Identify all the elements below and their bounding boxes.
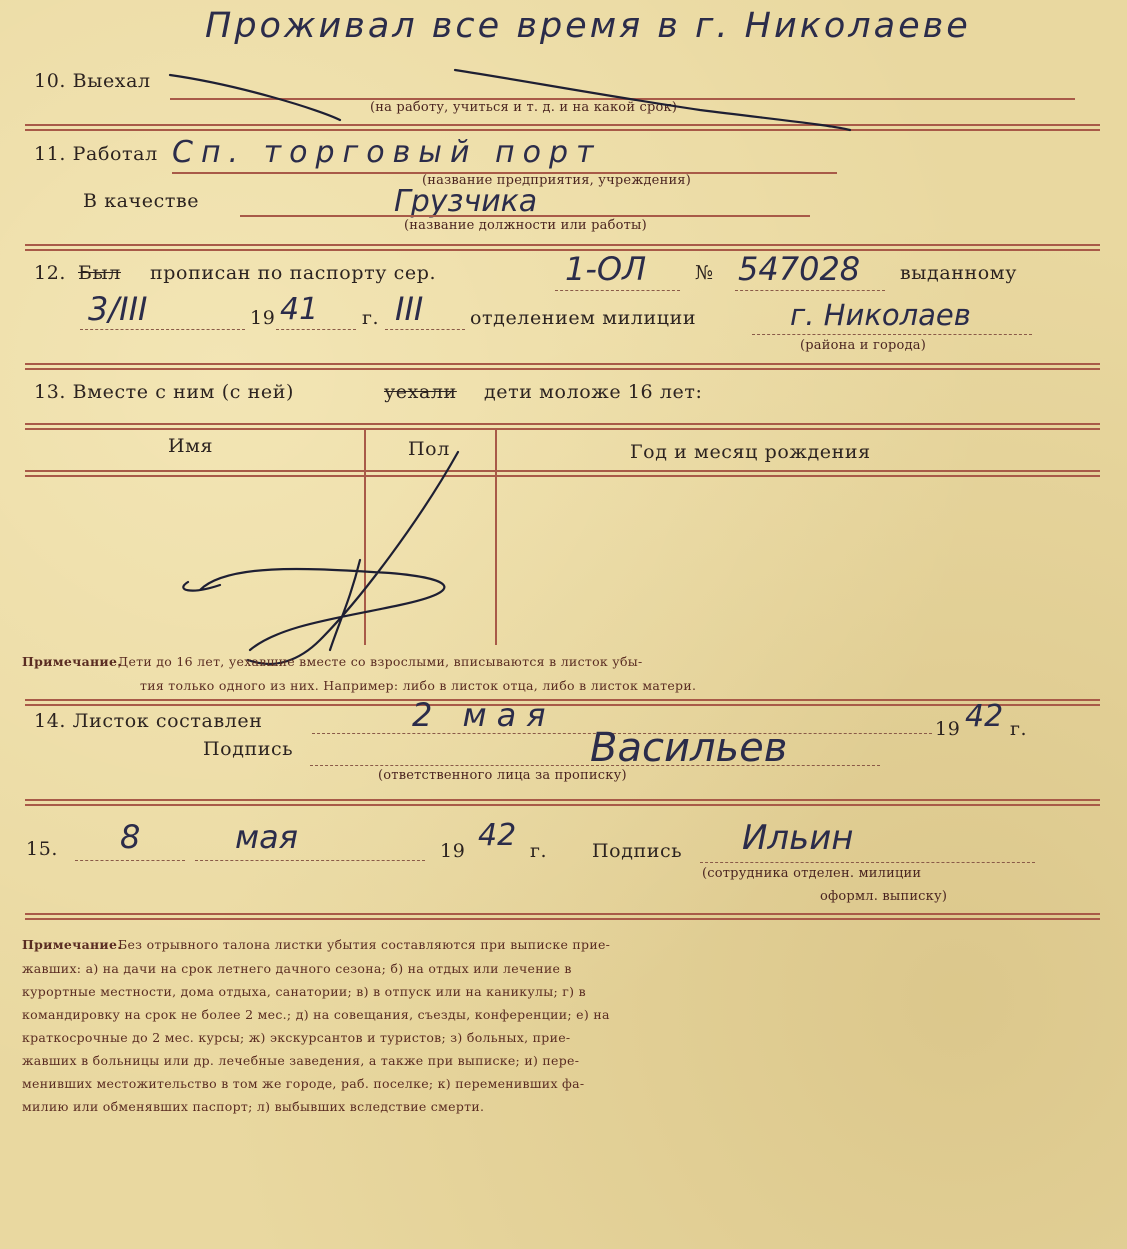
item-10-note: (на работу, учиться и т. д. и на какой срок) bbox=[370, 100, 678, 115]
item-15-label: 15. bbox=[26, 838, 59, 860]
issued-to-label: выданному bbox=[900, 262, 1017, 284]
item-13-text-end: дети моложе 16 лет: bbox=[484, 381, 703, 403]
officer-note-line-1: (сотрудника отделен. милиции bbox=[702, 866, 922, 881]
section-divider bbox=[25, 699, 1100, 701]
handwritten-issue-year: 41 bbox=[280, 292, 319, 327]
item-12-text: прописан по паспорту сер. bbox=[150, 262, 437, 284]
section-divider bbox=[25, 804, 1100, 806]
item-11-note: (название предприятия, учреждения) bbox=[422, 173, 691, 188]
item-12-struck-word: Был bbox=[78, 262, 121, 284]
handwritten-stamp-month: мая bbox=[235, 818, 298, 856]
position-note: (название должности или работы) bbox=[404, 218, 647, 233]
handwritten-officer-signature: Ильин bbox=[742, 818, 854, 858]
note-2-line-4: командировку на срок не более 2 мес.; д) на совещания, съезды, конференции; е) на bbox=[22, 1007, 610, 1022]
handwritten-passport-number: 547028 bbox=[738, 250, 861, 288]
year-suffix: г. bbox=[362, 307, 380, 329]
handwritten-workplace: Сп. торговый порт bbox=[172, 135, 602, 170]
column-name-header: Имя bbox=[168, 435, 214, 457]
signature-label-2: Подпись bbox=[592, 840, 683, 862]
handwritten-stamp-day: 8 bbox=[120, 818, 141, 856]
section-divider bbox=[25, 799, 1100, 801]
note-2-line-7: менивших местожительство в том же городе, раб. поселке; к) переменивших фа- bbox=[22, 1076, 585, 1091]
item-13-text-start: 13. Вместе с ним (с ней) bbox=[34, 381, 294, 403]
position-label: В качестве bbox=[83, 190, 200, 212]
handwritten-stamp-year: 42 bbox=[478, 818, 517, 853]
section-divider bbox=[25, 913, 1100, 915]
signature-label: Подпись bbox=[203, 738, 294, 760]
handwritten-issue-date: 3/III bbox=[88, 290, 148, 328]
note-1-label: Примечание. bbox=[22, 654, 122, 669]
militia-note: (района и города) bbox=[800, 338, 926, 353]
section-divider bbox=[25, 704, 1100, 706]
officer-signature-line bbox=[700, 862, 1035, 863]
note-1-line-2: тия только одного из них. Например: либо в листок отца, либо в листок матери. bbox=[140, 678, 697, 693]
item-11-label: 11. Работал bbox=[34, 143, 158, 165]
section-divider bbox=[25, 918, 1100, 920]
note-2-line-5: краткосрочные до 2 мес. курсы; ж) экскурсантов и туристов; з) больных, прие- bbox=[22, 1030, 571, 1045]
year-suffix-2: г. bbox=[1010, 718, 1028, 740]
note-1-line-1: Дети до 16 лет, уехавшие вместе со взрослыми, вписываются в листок убы- bbox=[118, 654, 643, 669]
note-2-line-3: курортные местности, дома отдыха, санатории; в) в отпуск или на каникулы; г) в bbox=[22, 984, 586, 999]
handwritten-position: Грузчика bbox=[394, 184, 538, 219]
item-12-number: 12. bbox=[34, 262, 67, 284]
handwritten-passport-series: 1-ОЛ bbox=[565, 250, 647, 288]
year-prefix-2: 19 bbox=[935, 718, 961, 740]
handwritten-compiled-date: 2 мая bbox=[412, 696, 556, 734]
note-2-line-8: милию или обменявших паспорт; л) выбывших вследствие смерти. bbox=[22, 1099, 485, 1114]
note-2-line-6: жавших в больницы или др. лечебные заведения, а также при выписке; и) пере- bbox=[22, 1053, 580, 1068]
militia-label: отделением милиции bbox=[470, 307, 697, 329]
stamp-day-line bbox=[75, 860, 185, 861]
year-prefix: 19 bbox=[250, 307, 276, 329]
handwritten-militia-city: г. Николаев bbox=[790, 298, 971, 332]
year-prefix-3: 19 bbox=[440, 840, 466, 862]
handwritten-residence-note: Проживал все время в г. Николаеве bbox=[205, 6, 971, 46]
item-13-struck-word: уехали bbox=[384, 381, 457, 403]
signature-note: (ответственного лица за прописку) bbox=[378, 768, 627, 783]
note-2-line-2: жавших: а) на дачи на срок летнего дачного сезона; б) на отдых или лечение в bbox=[22, 961, 572, 976]
column-sex-header: Пол bbox=[408, 438, 450, 460]
year-suffix-3: г. bbox=[530, 840, 548, 862]
stamp-month-line bbox=[195, 860, 425, 861]
column-birth-header: Год и месяц рождения bbox=[630, 441, 871, 463]
handwritten-compiled-year: 42 bbox=[965, 699, 1004, 734]
item-10-label: 10. Выехал bbox=[34, 70, 151, 92]
handwritten-militia-dept: III bbox=[395, 290, 424, 328]
note-2-line-1: Без отрывного талона листки убытия составляются при выписке прие- bbox=[118, 937, 611, 952]
handwritten-signature: Васильев bbox=[590, 725, 788, 771]
number-sign: № bbox=[695, 262, 714, 284]
note-2-label: Примечание. bbox=[22, 937, 122, 952]
officer-note-line-2: оформл. выписку) bbox=[820, 889, 948, 904]
signature-line bbox=[310, 765, 880, 766]
item-14-label: 14. Листок составлен bbox=[34, 710, 263, 732]
